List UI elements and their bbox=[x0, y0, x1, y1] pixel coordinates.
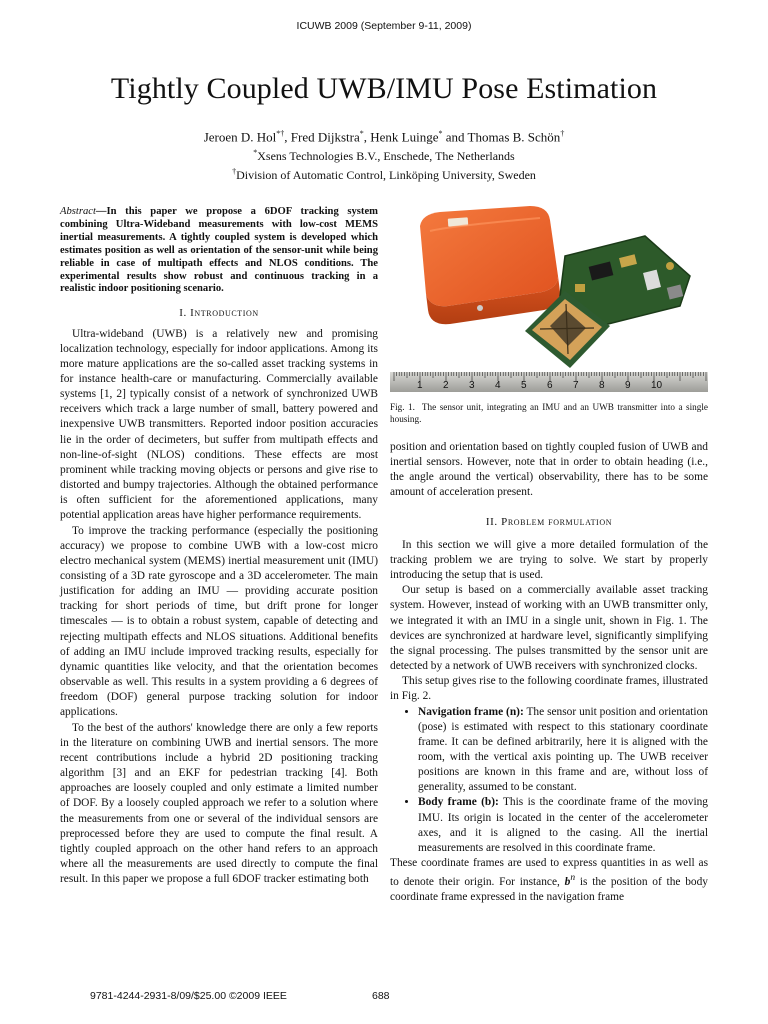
intro-paragraph-1: Ultra-wideband (UWB) is a relatively new and promising localization technology, especially for indoor applications. Among its more mature applications are the so-called asset tracking systems in for instance health-care or manufacturing. Commercially available systems [1, 2] typically consist of a network of synchronized UWB receivers which track a large number of small, battery powered and inexpensive UWB transmitters. Reported indoor position accuracies lie in the order of decimeters, but suffer from multipath effects and non-line-of-sight (NLOS) conditions. These effects are most prominent while tracking moving objects or persons and give rise to distorted and bumpy trajectories. Although the obtained performance is often sufficient for the aforementioned applications, many potential application areas have higher performance requirements. bbox=[60, 327, 378, 522]
figure-sensor-unit bbox=[390, 196, 708, 396]
author-name: and Thomas B. Schön bbox=[445, 129, 561, 145]
ruler-number: 10 bbox=[651, 380, 663, 391]
author-name: Jeroen D. Hol bbox=[203, 129, 277, 145]
left-column bbox=[60, 206, 378, 887]
intro-paragraph-3: To the best of the authors' knowledge there are only a few reports in the literature on combining UWB and inertial sensors. The more recent contributions include a hybrid 2D positioning tracking algorithm [3] and an EKF for pedestrian tracking [4]. Both approaches are loosely coupled and only estimate a limited number of DOF. By a loosely coupled approach we refer to a solution where the measurements from one or several of the individual sensors are preprocessed before they are used to compute the final result. A tightly coupled approach on the other hand refers to an approach where all the measurements are used directly to compute the final result. In this paper we propose a full 6DOF tracker estimating both bbox=[60, 721, 378, 886]
footer-isbn: 9781-4244-2931-8/09/$25.00 ©2009 IEEE bbox=[90, 990, 287, 1002]
author-name: Henk Luinge bbox=[370, 129, 439, 145]
running-header: ICUWB 2009 (September 9-11, 2009) bbox=[296, 20, 472, 32]
problem-paragraph-4: These coordinate frames are used to express quantities in as well as to denote their origin. For instance, $b^n$ is the position of the body coordinate frame expressed in the navigation frame bbox=[390, 857, 708, 904]
ruler-number: 3 bbox=[469, 380, 475, 391]
figure-caption-text: The sensor unit, integrating an IMU and an UWB transmitter into a single housing. bbox=[390, 402, 708, 424]
frames-list bbox=[390, 705, 708, 857]
ruler bbox=[390, 372, 708, 392]
problem-paragraph-2: Our setup is based on a commercially available asset tracking system. However, instead of working with an UWB transmitter only, we integrated it with an IMU in a single unit, shown in Fig. 1. The devices are synchronized at hardware level, significantly simplifying the signal processing. The pulses transmitted by the sensor unit are detected by a network of UWB receivers with synchronized clocks. bbox=[390, 584, 708, 673]
ruler-number: 5 bbox=[521, 380, 527, 391]
right-column bbox=[390, 440, 708, 905]
abstract-label: Abstract bbox=[60, 206, 96, 217]
orange-housing bbox=[420, 206, 560, 324]
ruler-number: 7 bbox=[573, 380, 579, 391]
figure-caption bbox=[390, 402, 708, 425]
author-block bbox=[0, 126, 768, 183]
ruler-number: 2 bbox=[443, 380, 449, 391]
problem-paragraph-3: This setup gives rise to the following coordinate frames, illustrated in Fig. 2. bbox=[390, 675, 708, 703]
abstract-text: —In this paper we propose a 6DOF tracking system combining Ultra-Wideband measurements with low-cost MEMS inertial measurements. A tightly coupled system is developed which estimates position as well as orientation of the sensor-unit while being reliable in case of multipath effects and NLOS conditions. The experimental results show robust and continuous tracking in a realistic indoor positioning scenario. bbox=[60, 206, 378, 295]
ruler-number: 6 bbox=[547, 380, 553, 391]
ruler-number: 1 bbox=[417, 380, 423, 391]
list-item-body-frame: • Body frame (b): This is the coordinate frame of the moving IMU. Its origin is located in the center of the accelerometer axes, and it is aligned to the casing. All the inertial measurements are resolved in this coordinate frame. bbox=[418, 795, 708, 856]
ruler-number: 9 bbox=[625, 380, 631, 391]
sensor-unit-photo bbox=[390, 196, 708, 396]
page-number: 688 bbox=[372, 990, 390, 1002]
ruler-number: 4 bbox=[495, 380, 501, 391]
section-heading-problem: II. Problem formulation bbox=[485, 515, 613, 528]
paragraph-continuation: position and orientation based on tightly coupled fusion of UWB and inertial sensors. However, note that in order to obtain heading (i.e., the angle around the vertical) observability, there has to be some amount of acceleration present. bbox=[390, 441, 708, 499]
problem-paragraph-1: In this section we will give a more detailed formulation of the tracking problem we are trying to solve. We start by properly introducing the setup that is used. bbox=[390, 538, 708, 582]
author-name: Fred Dijkstra bbox=[290, 129, 360, 145]
list-item-navigation-frame: • Navigation frame (n): The sensor unit position and orientation (pose) is estimated with respect to this stationary coordinate frame. It can be defined arbitrarily, here it is aligned with the room, with the vertical axis pointing up. The UWB receiver positions are known in this frame and are, without loss of generality, assumed to be constant. bbox=[418, 705, 708, 796]
affiliation-1: *Xsens Technologies B.V., Enschede, The Netherlands bbox=[253, 148, 515, 164]
abstract bbox=[60, 206, 378, 296]
affiliation-2: †Division of Automatic Control, Linköping University, Sweden bbox=[232, 167, 536, 183]
author-line: Jeroen D. Hol*†, Fred Dijkstra*, Henk Luinge* and Thomas B. Schön† bbox=[203, 129, 565, 145]
ruler-number: 8 bbox=[599, 380, 605, 391]
paper-title: Tightly Coupled UWB/IMU Pose Estimation bbox=[110, 72, 658, 105]
figure-label: Fig. 1. bbox=[390, 402, 415, 412]
section-heading-introduction: I. Introduction bbox=[179, 307, 259, 320]
intro-paragraph-2: To improve the tracking performance (especially the positioning accuracy) we propose to combine UWB with a low-cost micro electro mechanical system (MEMS) inertial measurement unit (IMU) consisting of a 3D rate gyroscope and a 3D accelerometer. The main justification for adding an IMU — providing accurate position tracking for short periods of time, but drift prone for longer timescales — is to obtain a robust system, capable of detecting and rejecting multipath effects and NLOS situations. Additional benefits of adding an IMU include improved tracking results, especially for dynamic quantities like velocity, and that the orientation becomes observable as well. This results in a system providing a 6 degrees of freedom (DOF) general purpose tracking solution for indoor applications. bbox=[60, 524, 378, 719]
